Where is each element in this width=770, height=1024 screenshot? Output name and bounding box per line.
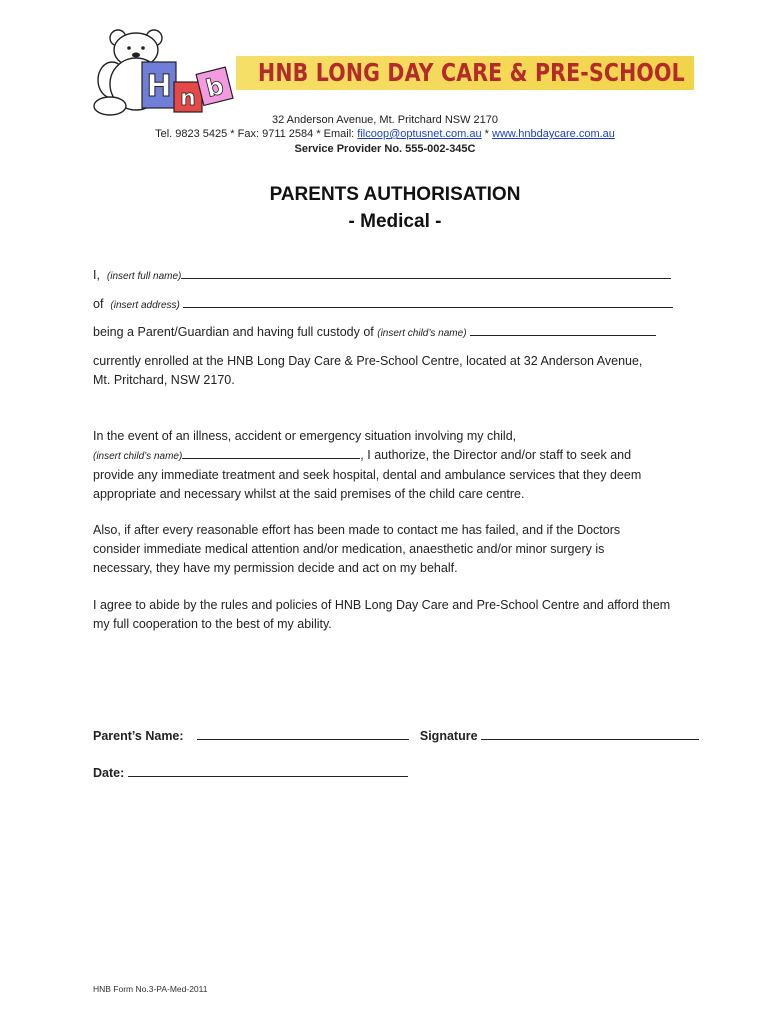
enrolled-line-1: currently enrolled at the HNB Long Day Care & Pre-School Centre, located at 32 Anderson Avenue,	[93, 354, 643, 368]
doctors-paragraph	[93, 521, 693, 578]
signature-label: Signature	[419, 729, 478, 743]
email-link[interactable]: filcoop@optusnet.com.au	[357, 128, 482, 140]
form-subtitle: - Medical -	[348, 211, 442, 232]
emergency-paragraph	[93, 427, 693, 504]
agreement-line-1: I agree to abide by the rules and policies of HNB Long Day Care and Pre-School Centre and afford them	[93, 598, 671, 612]
full-name-hint: (insert full name)	[106, 271, 182, 282]
tel-fax-text: Tel. 9823 5425 * Fax: 9711 2584 * Email:	[155, 128, 358, 140]
emergency-line-2	[93, 446, 693, 466]
address-field-line	[93, 297, 673, 311]
date-label: Date:	[93, 766, 125, 780]
logo-letter-h: H	[146, 69, 172, 104]
banner-title: HNB LONG DAY CARE & PRE-SCHOOL	[258, 58, 685, 87]
child-name-hint: (insert child’s name)	[377, 328, 467, 339]
hnb-logo	[88, 24, 248, 116]
contact-separator: *	[481, 128, 492, 140]
custody-line	[93, 325, 656, 339]
date-field[interactable]	[128, 766, 408, 777]
emergency-line-3: provide any immediate treatment and seek hospital, dental and ambulance services that they deem	[93, 468, 642, 482]
doctors-line-1: Also, if after every reasonable effort has been made to contact me has failed, and if the Doctors	[93, 523, 621, 537]
full-name-field[interactable]	[181, 268, 671, 279]
logo-letter-n: n	[180, 86, 196, 111]
doctors-line-3: necessary, they have my permission decide and act on my behalf.	[93, 561, 458, 575]
website-link[interactable]: www.hnbdaycare.com.au	[492, 128, 615, 140]
address-line: 32 Anderson Avenue, Mt. Pritchard NSW 2170	[271, 114, 499, 126]
logo-letter-b: b	[203, 71, 227, 103]
form-title: PARENTS AUTHORISATION	[269, 184, 521, 205]
date-line	[93, 766, 408, 780]
of-prefix: of	[93, 297, 104, 311]
form-number: HNB Form No.3-PA-Med-2011	[93, 984, 208, 994]
i-prefix: I,	[93, 268, 100, 282]
emergency-child-hint: (insert child’s name)	[93, 451, 183, 462]
emergency-line-4: appropriate and necessary whilst at the said premises of the child care centre.	[93, 487, 525, 501]
child-name-field[interactable]	[470, 325, 656, 336]
alphabet-blocks-icon	[142, 62, 233, 112]
agreement-line-2: my full cooperation to the best of my ability.	[93, 617, 332, 631]
service-provider-number: Service Provider No. 555-002-345C	[294, 143, 476, 155]
full-name-line	[93, 268, 671, 282]
enrolled-line-2: Mt. Pritchard, NSW 2170.	[93, 373, 235, 387]
agreement-paragraph	[93, 596, 693, 634]
emergency-line-1: In the event of an illness, accident or emergency situation involving my child,	[93, 429, 517, 443]
enrolled-paragraph	[93, 352, 693, 390]
address-hint: (insert address)	[110, 300, 180, 311]
parent-name-field[interactable]	[197, 729, 409, 740]
contact-line	[0, 128, 770, 140]
signature-line	[93, 729, 699, 743]
doctors-line-2: consider immediate medical attention and/or medication, anaesthetic and/or minor surgery is	[93, 542, 605, 556]
address-field[interactable]	[183, 297, 673, 308]
parent-name-label: Parent’s Name:	[93, 729, 184, 743]
signature-field[interactable]	[481, 729, 699, 740]
custody-text: being a Parent/Guardian and having full custody of	[93, 325, 374, 339]
emergency-line-2-rest: , I authorize, the Director and/or staff to seek and	[360, 448, 632, 462]
emergency-child-name-field[interactable]	[182, 448, 360, 459]
